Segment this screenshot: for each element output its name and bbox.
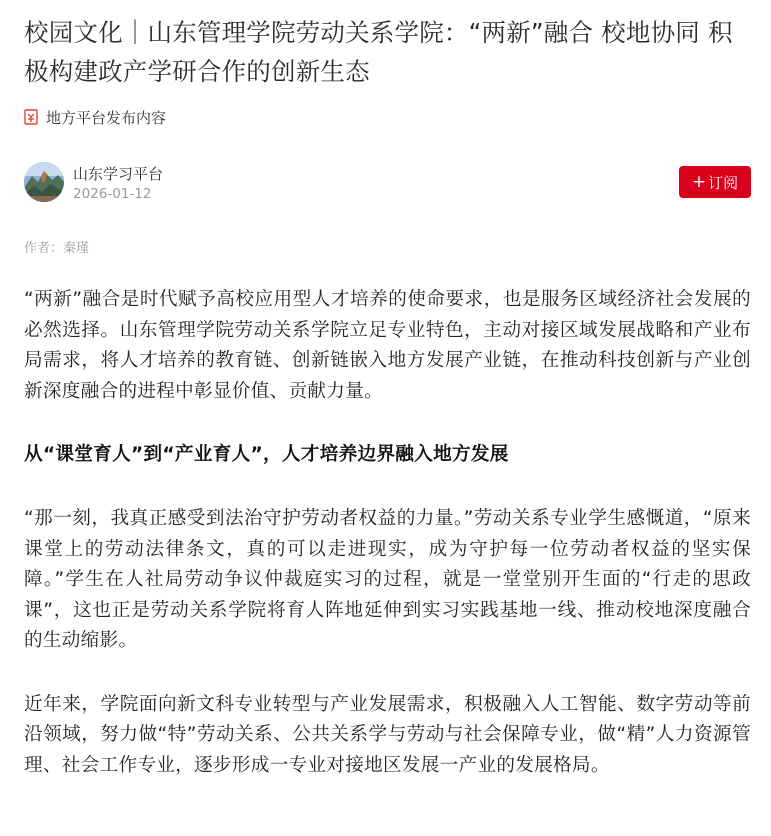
landscape-avatar-icon[interactable] [24,162,64,202]
publish-date: 2026-01-12 [73,186,152,202]
subscribe-button[interactable] [679,166,751,198]
author-row [24,162,751,204]
source-label: 地方平台发布内容 [46,108,167,127]
author-name[interactable]: 山东学习平台 [73,165,164,183]
paragraph: 近年来，学院面向新文科专业转型与产业发展需求，积极融入人工智能、数字劳动等前沿领域，努力做“特”劳动关系、公共关系学与劳动与社会保障专业，做“精”人力资源管理、社会工作专业，逐步形成一专业对接地区发展一产业的发展格局。 [24,693,751,776]
paragraph: “那一刻，我真正感受到法治守护劳动者权益的力量。”劳动关系专业学生感慨道，“原来课堂上的劳动法律条文，真的可以走进现实，成为守护每一位劳动者权益的坚实保障。”学生在人社局劳动争议仲裁庭实习的过程，就是一堂堂别开生面的“行走的思政课”，这也正是劳动关系学院将育人阵地延伸到实习实践基地一线、推动校地深度融合的生动缩影。 [24,508,751,651]
section-heading: 从“课堂育人”到“产业育人”，人才培养边界融入地方发展 [24,444,509,465]
subscribe-label: 订阅 [708,173,739,192]
byline: 作者：秦瑾 [24,241,90,256]
source-tag [24,106,166,128]
article-body [24,285,751,814]
document-badge-icon [24,109,38,125]
plus-icon: + [691,171,707,192]
paragraph: “两新”融合是时代赋予高校应用型人才培养的使命要求，也是服务区域经济社会发展的必然选择。山东管理学院劳动关系学院立足专业特色，主动对接区域发展战略和产业布局需求，将人才培养的教育链、创新链嵌入地方发展产业链，在推动科技创新与产业创新深度融合的进程中彰显价值、贡献力量。 [24,289,751,402]
article-title: 校园文化｜山东管理学院劳动关系学院：“两新”融合 校地协同 积极构建政产学研合作的创新生态 [24,18,733,86]
